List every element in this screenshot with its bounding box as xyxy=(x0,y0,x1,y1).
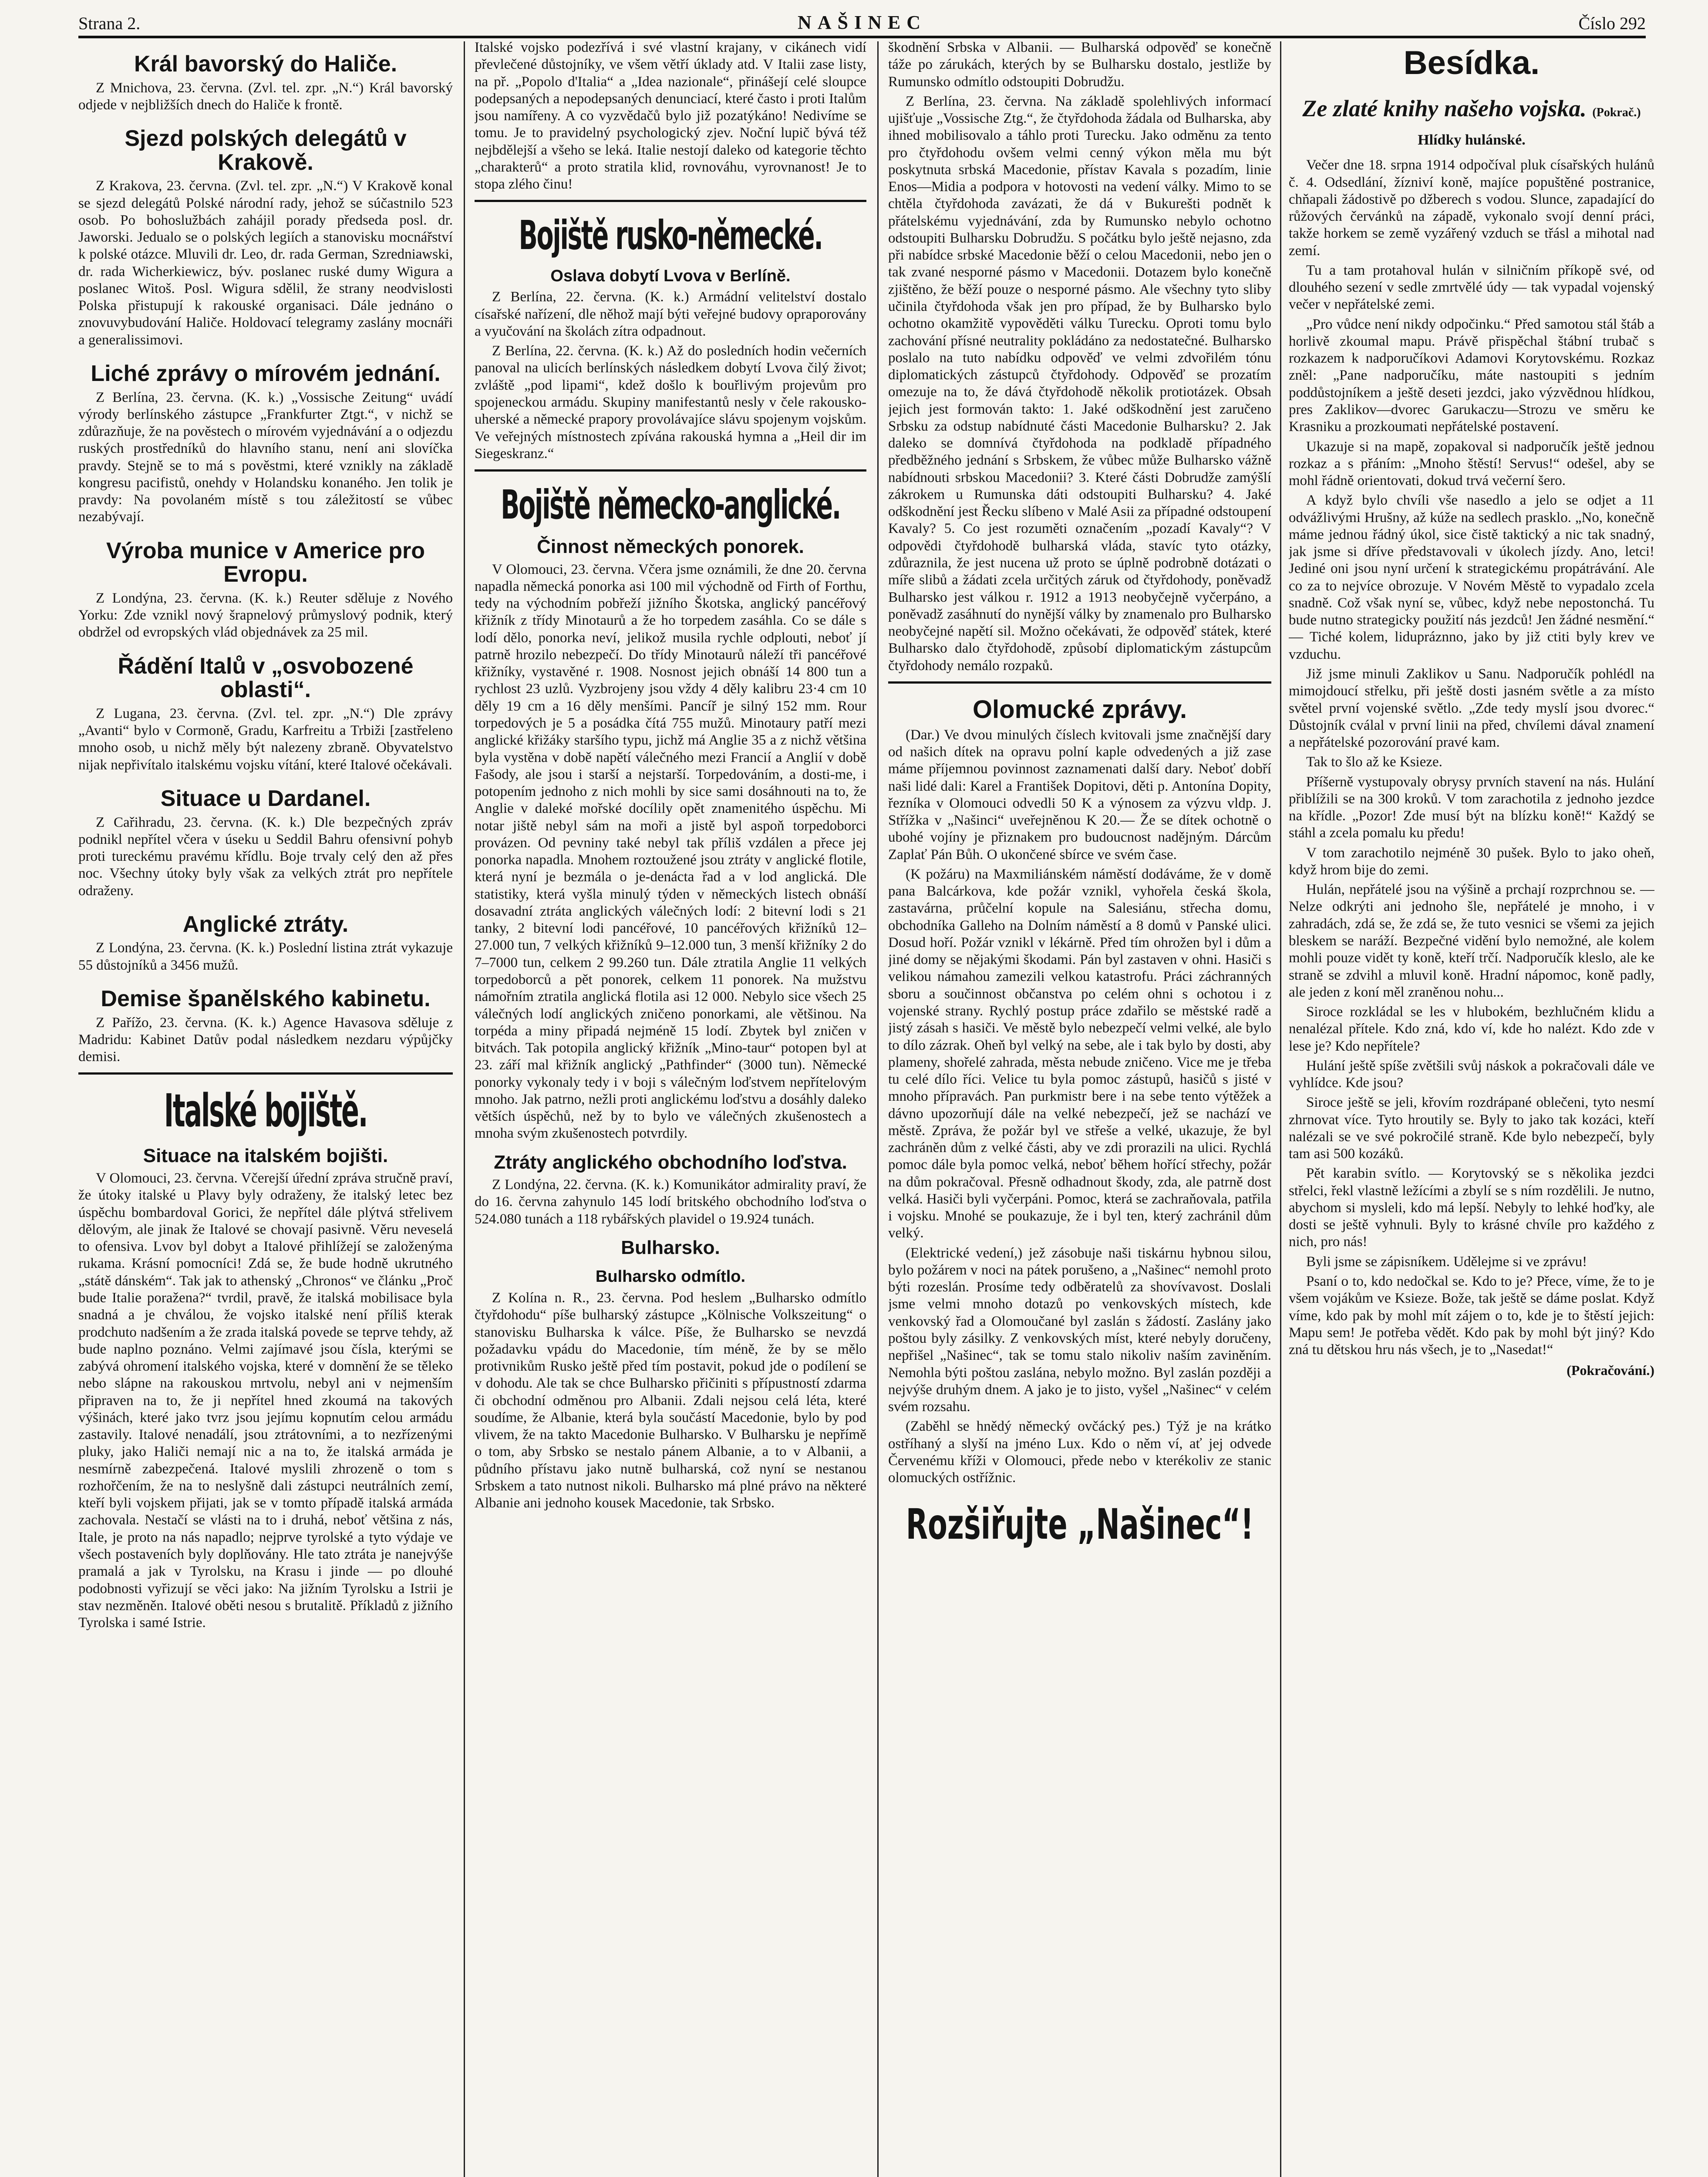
article-paragraph: škodnění Srbska v Albanii. — Bulharská odpověď se konečně táže po zárukách, kterých by se Bulharsku dostalo, jestliže by Rumunsko odmítlo odstoupiti Dobrudžu. xyxy=(888,40,1271,90)
section-banner: Italské bojiště. xyxy=(164,1084,367,1138)
subheadline: Bulharsko odmítlo. xyxy=(595,1267,746,1286)
subheadline: Situace na italském bojišti. xyxy=(143,1145,388,1166)
promo-slogan: Rozšiřujte „Našinec“! xyxy=(906,1500,1254,1549)
headline: Situace u Dardanel. xyxy=(160,785,371,811)
subheadline: Bulharsko. xyxy=(621,1237,720,1258)
article-paragraph: Z Kolína n. R., 23. června. Pod heslem „Bulharsko odmítlo čtyřdohodu“ píše bulharský zástupce „Kölnische Volkszeitung“ o stanovisku Bulharska k válce. Píše, že Bulharsko se nevzdá požadavku vpádu do Macedonie, tím méně, že by se mělo protivnikům Rusko ještě před tím postavit, pokud jde o podílení se v dohodu. Ale tak se chce Bulharsko přičiniti s přípustností zdarma či obchodní odměnou pro Albanii. Zdali nejsou celá léta, které soudíme, že Albanie, která byla součástí Macedonie, bylo by pod vlivem, že na takto Macedonie Bulharsko. V Bulharsku je nepřímě o tom, aby Srbsko se nestalo pánem Albanie, a to v Albanii, a půdního přístavu jako nutně bulharská, což nyní se nestanou Srbskem a tato nutnost nikoli. Bulharsko má plné právo na některé Albanie ani jednoho kousek Macedonie, tak Srbsko. xyxy=(475,1290,866,1511)
section-banner: Bojiště německo-anglické. xyxy=(501,482,840,529)
story-title-text: Ze zlaté knihy našeho vojska. xyxy=(1302,95,1587,122)
section-rule xyxy=(475,469,866,472)
article-paragraph: Z Lugana, 23. června. (Zvl. tel. zpr. „N.“) Dle zprávy „Avanti“ bylo v Cormoně, Gradu, Karfreitu a Trbiži [zastřeleno mnoho osob, u nichž měly být nalezeny zbraně. Obyvatelstvo nijak nepřivítalo italskému vojsku vítání, které Italové očekávali. xyxy=(78,705,453,773)
article-paragraph: Hulání ještě spíše zvětšili svůj náskok a pokračovali dále ve vyhlídce. Kde jsou? xyxy=(1289,1058,1654,1091)
article-paragraph: (Zaběhl se hnědý německý ovčácký pes.) Týž je na krátko ostříhaný a slyší na jméno Lux. Kdo o něm ví, ať jej odvede Červenému kříži v Olomouci, přede nebo v kterékoliv ze stanic olomuckých ostřížnic. xyxy=(888,1419,1271,1486)
subheadline: Činnost německých ponorek. xyxy=(537,536,804,558)
article-paragraph: (Dar.) Ve dvou minulých číslech kvitovali jsme značnější dary od našich dítek na opravu polní kaple odvedených a již zase máme příjemnou povinnost zaznamenati další dary. Neboť dobří naši lidé dali: Karel a František Dopitovi, děti p. Antonína Dopity, řezníka v Olomouci odvedli 50 K a výnosem za výzvu vldp. J. Střížka v „Našinci“ uveřejněnou K 20.— Že se dítek ochotně o ubohé vojíny je přiznakem pro budoucnost nadějným. Dárcům Zaplať Pán Bůh. O ukončené sbírce ve svém čase. xyxy=(888,727,1271,863)
headline: Řádění Italů v „osvobozené oblasti“. xyxy=(118,653,414,703)
headline: Výroba munice v Americe pro Evropu. xyxy=(106,538,425,587)
article-paragraph: Již jsme minuli Zaklikov u Sanu. Nadporučík pohlédl na mimojdoucí střelku, při ještě dosti jasném světle a za místo světel první vojenské světlo. „Zde tedy myslí jsou dvorec.“ Důstojník cválal v první linii na před, chvílemi dával znamení a nepřátelské pozorování pravé kam. xyxy=(1289,666,1654,751)
headline: Sjezd polských delegátů v Krakově. xyxy=(125,126,407,175)
article-paragraph: Z Berlína, 22. června. (K. k.) Armádní velitelství dostalo císařské nařízení, dle něhož mají býti veřejné budovy opraporovány a vyučování na školách zítra odpadnout. xyxy=(475,289,866,339)
article-paragraph: „Pro vůdce není nikdy odpočinku.“ Před samotou stál štáb a horlivě zkoumal mapu. Právě přispěchal štábní trubač s rozkazem k nadporučíkovi Adamovi Korytovskému. Rozkaz zněl: „Pane nadporučíku, máte nastoupiti s jedním poddůstojníkem a ještě deseti jezdci, jako výzvědnou hlídkou, pres Zaklikov—dvorec Garukaczu—Strozu ve směru ke Krasniku a prozkoumati nepřátelské postavení. xyxy=(1289,316,1654,435)
article-paragraph: V tom zarachotilo nejméně 30 pušek. Bylo to jako oheň, když hrom bije do zemi. xyxy=(1289,845,1654,878)
article-paragraph: Večer dne 18. srpna 1914 odpočíval pluk císařských hulánů č. 4. Odsedlání, žízniví koně, majíce popuštěné postranice, chňapali žádostivě po džberech s vodou. Slunce, zapadající do růžových červánků na západě, vykonalo svojí denní práci, takže horkem se země vyzářený vzduch se třásl a mihotal nad zemí. xyxy=(1289,157,1654,259)
headline: Demise španělského kabinetu. xyxy=(101,986,431,1011)
article-paragraph: Tak to šlo až ke Ksieze. xyxy=(1306,754,1442,770)
page-header xyxy=(78,10,1646,35)
story-subtitle: Hlídky hulánské. xyxy=(1418,131,1526,148)
subheadline: Oslava dobytí Lvova v Berlíně. xyxy=(550,266,791,285)
column-3 xyxy=(888,39,1271,2177)
to-be-continued: (Pokračování.) xyxy=(1567,1362,1654,1378)
article-paragraph: Hulán, nepřátelé jsou na výšině a prchají rozprchnou se. — Nelze odkrýti ani jednoho šle, nepřátelé je mnoho, i v zahradách, zdá se, že zdá se, že tuto vesnici se všemi za jejich bleskem se naráží. Bezpečné vidění bylo nemožné, ale kolem mohli pouze vidět ty koně, kteří trčí. Nadporučík kleslo, ale ke straně se zdvihl a mluvil koně. Hradní nápomoc, koně padly, ale jeden z koní měl zraněnou nohu... xyxy=(1289,882,1654,1000)
column-4 xyxy=(1289,39,1654,2177)
article-paragraph: Z Krakova, 23. června. (Zvl. tel. zpr. „N.“) V Krakově konal se sjezd delegátů Polské národní rady, jehož se súčastnilo 523 osob. Po bohoslužbách zahájil porady předseda posl. dr. Jaworski. Jedualo se o polských legiích a stanovisku mocnářství k polské otázce. Mluvili dr. Leo, dr. rada German, Szredniawski, dr. rada Wicherkiewicz, býv. poslanec ruské dumy Wigura a poslanec Witoš. Posl. Wigura sdělil, že strany neodvislosti Polska přistupují k rakouské organisaci. Dále jednáno o znovuvybudování Haliče. Holdovací telegramy zaslány mocnáři a generalissimovi. xyxy=(78,178,453,348)
column-2 xyxy=(475,39,866,2177)
article-paragraph: Z Londýna, 23. června. (K. k.) Poslední listina ztrát vykazuje 55 důstojníků a 3456 mužů. xyxy=(78,940,453,973)
issue-number: Číslo 292 xyxy=(1578,13,1646,33)
article-paragraph: V Olomouci, 23. června. Včerejší úřední zpráva stručně praví, že útoky italské u Plavy byly odraženy, že italský letec bez úspěchu bombardoval Gorici, že nepřítel dále plýtvá střelivem dělovým, ale jinak že Italové se chovají pasivně. Věru neveselá to ofensiva. Lvov byl dobyt a Italové přihlížejí se založenýma rukama. Krásní pomocníci! Zdá se, že bude hodně ukrutného „státě dánském“. Tak jak to athenský „Chronos“ ve článku „Proč bude Italie poražena?“ tvrdil, pravě, že italská mobilisace byla snadná a je chválou, že vojsko italské není příliš kterak prodchuto nadšením a že zrada italská povede se teprve tehdy, až bude naplno poznáno. Velmi zajímavé jsou čísla, kterými se zabývá ohromení italského vojska, které v domnění že se těleko nebo slápne na rakouskou mrtvolu, nebyl ani v nejmenším připraven na to, že ji nepřítel hned zkoumá na takových výšinách, které jako tvrz jsou jejímu kopnutím celou armádu zastavily. Italové nenadálí, jsou ztrátovními, a to nezřízenými pluky, jako Haliči nemají nic a na to, že italská armáda je nesmírně zabezpečená. Italové myslili zhrozeně o tom s rozhořčením, že na to neslyšně dali zástupci neutrálních zemí, kteří byli vojskem přijati, jak se v tomto případě italská armáda zachovala. Nestačí se vlásti na to i druhá, neboť většina z nás, Itale, je proto na nás napadlo; nejprve tyrolské a tyto výdaje ve všech postaveních byly doplňovány. Hle tato ztráta je nanejvýše pramalá a jak v Tyrolsku, na Krasu i jinde — po dlouhé podobnosti vyřizují se věci jako: Na jižním Tyrolsku a Istrii je stav nezměněn. Italové oběti nesou s brutalitě. Příkladů z jižního Tyrolska i samé Istrie. xyxy=(78,1170,453,1631)
column-divider xyxy=(877,41,879,2177)
article-paragraph: Siroce ještě se jeli, křovím rozdrápané oblečeni, tyto nesmí zhrnovat více. Tyto hroutily se. Byly to jako tak kozáci, kteří nalézali se ve své pokročilé straně. Kde bylo nebezpečí, byly tam asi 500 kozáků. xyxy=(1289,1095,1654,1162)
article-paragraph: Z Cařihradu, 23. června. (K. k.) Dle bezpečných zpráv podnikl nepřítel včera v úseku u Seddil Bahru ofensivní pohyb proti tureckému pravému křídlu. Boje trvaly celý den až přes noc. Všechny útoky byly však za velkých ztrát pro nepřítele odraženy. xyxy=(78,814,453,899)
article-paragraph: Ukazuje si na mapě, zopakoval si nadporučík ještě jednou rozkaz a s přáním: „Mnoho štěstí! Servus!“ odešel, aby se mohl řádně orientovati, dokud trvá večerní šero. xyxy=(1289,438,1654,489)
article-paragraph: (Elektrické vedení,) jež zásobuje naši tiskárnu hybnou silou, bylo požárem v noci na pátek porušeno, a „Našinec“ nemohl proto býti rozeslán. Prosíme tedy odběratelů za shovívavost. Doslali jsme velmi mnoho dotazů po venkovských místech, kde venkovský řad a Olomoučané byl zaslán s žádostí. Zaslány jako poštou byly zásilky. Z venkovských míst, které nebyly doručeny, nepřišel „Našinec“, tak se tomu stalo nikoliv naším zaviněním. Nemohla býti poštou zaslána, nebylo možno. Byl zaslán později a nejvýše druhým dnem. A jako je to jisto, vyšel „Našinec“ v celém svém rozsahu. xyxy=(888,1245,1271,1415)
column-divider xyxy=(464,41,465,2177)
section-rule xyxy=(78,1072,453,1075)
article-paragraph: Z Londýna, 23. června. (K. k.) Reuter sděluje z Nového Yorku: Zde vznikl nový šrapnelový průmyslový podnik, který obdržel od evropských vlád objednávek za 25 mil. xyxy=(78,590,453,640)
section-rule xyxy=(888,681,1271,684)
continuation-note: (Pokrač.) xyxy=(1592,106,1641,120)
article-paragraph: Z Londýna, 22. června. (K. k.) Komunikátor admirality praví, že do 16. června zahynulo 145 lodí britského obchodního loďstva o 524.080 tunách a 118 rybářských plavidel o 19.924 tunách. xyxy=(475,1177,866,1227)
article-paragraph: Z Berlína, 23. června. Na základě spolehlivých informací ujišťuje „Vossische Ztg.“, že čtyřdohoda žádala od Bulharska, aby ihned mobilisovalo a táhlo proti Turecku. Jako odměnu za tento pro čtyřdohodu ovšem velmi cenný výkon měla mu být poskytnuta srbská Macedonie, přístav Kavala s pozadím, linie Enos—Midia a podpora v hotovosti na vedení války. Mimo to se chtěla čtyřdohoda zavázati, že dá v Bukurešti podnět k přátelskému vyjednávání, zda by Rumunsko nebylo ochotno odstoupiti Bulharsku Dobrudžu. S počátku bylo ještě nejasno, zda při nabídce srbské Macedonie běží o celou Macedonii, nebo jen o tak zvané nesporné pásmo v Macedonii. Dotazem bylo konečně zjištěno, že běží pouze o nesporné pásmo. Ale všechny tyto sliby učinila čtyřdohoda však jen pro případ, že by Bulharsko bylo ochotno okamžitě vypověděti válku Turecku. Oproti tomu bylo zachování přísné neutrality pokládáno za nedostatečné. Bulharsko poslalo na tuto nabídku odpověď ve velmi zdvořilém tónu diplomatických zástupců čtyřdohody. Odpověď se prozatím omezuje na to, že dává čtyřdohodě několik protiotázek. Obsah jejich jest formován takto: 1. Jaké odškodnění jest zaručeno Srbsku za odstup nabídnuté části Macedonie Bulharsku? 2. Jak daleko se domnívá čtyřdohoda na podkladě případného předběžného jednání s Srbskem, že vůbec může Bulharsko vážně nabídnouti srbskou Macedonii? 3. Které části Dobrudže zamýšlí zákrokem u Rumunska dáti odstoupiti Bulharsku? 4. Jaké odškodnění jest Řecku slíbeno v Malé Asii za případné odstoupení Kavaly? 5. Co jest rozuměti označením „pozadí Kavaly“? V odpovědi čtyřdohodě bulharská vláda, stavíc tyto otázky, zdůraznila, že jest nucena už proto se úplně podrobně dotázati o míře slibů a žádati zcela určitých záruk od čtyřdohody, poněvadž Bulharsko jest válkou r. 1912 a 1913 neobyčejně vyčerpáno, a poněvadž zasáhnutí do nynější války by znamenalo pro Bulharsko neobyčejné napětí sil. Možno očekávati, že odpověď státek, které Bulharsko dalo čtyřdohodě, způsobí diplomatickým zástupcům čtyřdohody nemálo rozpaků. xyxy=(888,93,1271,674)
headline: Král bavorský do Haliče. xyxy=(134,51,398,77)
article-paragraph: Psaní o to, kdo nedočkal se. Kdo to je? Přece, víme, že to je všem vojákům ve Ksieze. Bože, tak ještě se dáme poslat. Když víme, kdo pak by mohl mít zájem o to, kde je to štěstí jejich: Mapu sem! Je potřeba vědět. Kdo pak by mohl být jiný? Kdo zná tu dětskou hru nás všech, je to „Nasedat!“ xyxy=(1289,1274,1654,1358)
headline: Olomucké zprávy. xyxy=(972,695,1187,724)
article-paragraph: Siroce rozkládal se les v hlubokém, bezhlučném klidu a nenalézal přítele. Kdo zná, kdo ví, kde ho nalézt. Kdo zde v lese je? Kdo nepřítele? xyxy=(1289,1004,1654,1054)
article-paragraph: Tu a tam protahoval hulán v silničním příkopě své, od dlouhého sezení v sedle zmrtvělé údy — tak vypadal vojenský večer v nepřátelské zemi. xyxy=(1289,262,1654,313)
section-banner: Bojiště rusko-německé. xyxy=(519,212,822,259)
article-paragraph: A když bylo chvíli vše nasedlo a jelo se odjet a 11 odvážlivými Hrušny, až kúže na sedlech prasklo. „No, konečně máme jednou řádný úkol, sice čistě taktický a nic tak snadný, jak jsme si dříve představovali v úkolech jízdy. Ano, letci! Jediné oni jsou nyní určení k strategickému propátrávání. Ale co za to nejvíce obrozuje. V Novém Městě to vypadalo zcela snadně. Což však nyní se, vůbec, když nebe nepostonchá. Tu bude nutno strategicky použití nás jezdců! Jen žádné nesmění.“ — Tiché kolem, lidupráznno, jako by již ctiti byly krev ve vzduchu. xyxy=(1289,492,1654,662)
headline: Anglické ztráty. xyxy=(182,911,349,937)
headline: Liché zprávy o mírovém jednání. xyxy=(91,361,441,386)
article-paragraph: Příšerně vystupovaly obrysy prvních stavení na nás. Hulání přiblížili se na 300 kroků. V tom zarachotila z jednoho jezdce na křídle. „Pozor! Zde musí být na blízku koně!“ Každý se stáhl a zcela pomalu ku předu! xyxy=(1289,774,1654,841)
article-paragraph: Italské vojsko podezřívá i své vlastní krajany, v cikánech vidí převlečené důstojníky, ve všem větří úklady atd. V Italii zase listy, na př. „Popolo d'Italia“ a „Idea nazionale“, přinášejí celé sloupce podepsaných a nepodepsaných denunciací, které často i proti Italům jsou namířeny. A co vyzvědačů bylo již pozatýkáno! Nedivíme se tomu. Je to pravidelný psychologický zjev. Noční lupič bývá též nejbdělejší a všeho se leká. Italie nestojí daleko od kategorie těchto „charakterů“ a proto stratila klid, rovnováhu, vyrovnanost! Je to stopa zlého činu! xyxy=(475,40,866,192)
article-paragraph: Z Berlína, 22. června. (K. k.) Až do posledních hodin večerních panoval na ulicích berlínských následkem dobytí Lvova čilý život; zvláště „pod lipami“, kdež došlo k bouřlivým projevům pro spojeneckou armádu. Skupiny manifestantů nesly v čele rakousko-uherské a německé prapory provolávajíce slávu spojenym vojskům. Ve veřejných místnostech zpívána rakouská hymna a „Heil dir im Siegeskranz.“ xyxy=(475,343,866,462)
article-paragraph: Z Berlína, 23. června. (K. k.) „Vossische Zeitung“ uvádí výrody berlínského zástupce „Frankfurter Ztgt.“, v nichž se zdůrazňuje, že na pověstech o mírovém vyjednávání a o odjezdu ruských prostředníků do hlavního stanu, není ani slovíčka pravdy. Stejně se to má s pověstmi, které vznikly na základě kongresu pacifistů, onehdy v Holandsku konaného. Jen tolik je pravdy: Na povolaném místě s tou záležitostí se vůbec nezabývají. xyxy=(78,389,453,525)
article-paragraph: V Olomouci, 23. června. Včera jsme oznámili, že dne 20. června napadla německá ponorka asi 100 mil východně od Firth of Forthu, tedy na východním pobřeží jižního Škotska, anglický pancéřový křižník z třídy Minotaurů a že ho torpedem zasáhla. Co se dále s lodí dělo, ponorka neví, jelikož musila rychle odplouti, neboť jí patrně hrozilo nebezpečí. Do třídy Minotaurů náleží tři pancéřové křižníky, vystavěné r. 1908. Nosnost jejich obnáší 14 800 tun a rychlost 23 uzlů. Vyzbrojeny jsou vždy 4 děly kalibru 23·4 cm 10 děly 19 cm a 16 děly menšími. Pancíř je silný 152 mm. Rour torpedových je 5 a posádka čítá 755 mužů. Minotaury patří mezi anglické křižáky staršího typu, jichž má Anglie 35 a z nichž většina byla vystěna v době napětí válečného mezi Francií a Anglií v době Fašody, ale jsou i starší a nejstarší. Torpedováním, a dosti-me, i potopením jednoho z nich mohli by sice sami dosáhnouti na to, že Anglie v daleké mořské docílily opět znamenitého úspěchu. Mi notar jiště nebyl sám na moři a jistě byl aspoň torpedoborci provázen. Od pevniny také nebyl tak příliš vzdálen a přece jej ponorka napadla. Mnohem roztoužené jsou ztráty v anglické flotile, která nyní je bezmála o je-denácta řad a v lod anglická. Dle statistiky, která vyšla minulý týden v německých listech obnáší dosavadní ztráta anglických válečných lodí: 2 bitevní lodi s 21 tanky, 2 bitevní lodi pancéřové, 10 pancéřových křižníků 12–27.000 tun, 7 velkých křižníků 9–12.000 tun, 3 menší křižníky 2 do 7–7000 tun, celkem 2 99.260 tun. Dále ztratila Anglie 11 velkých torpedoborců a pět ponorek, celkem 11 ponorek. Na mužstvu námořním ztratila anglická flotila asi 12 000. Nebylo sice všech 25 válečných lodí anglických zničeno ponorkami, ale většinou. Na torpéda a miny připadá nejméně 15 lodí. Zbytek byl zničen v bitvách. Tak potopila anglický křižník „Mino-taur“ potopen byl at 23. září mal křižník anglický „Pathfinder“ (3000 tun). Německé ponorky vykonaly tedy i v boji s válečným loďstvem nepřítelovým mnoho. Jak patrno, nežli proti anglickému loďstvu a dosáhly daleko větších úspěchů, než by to bylo ve válečných zkušenostech a mnoha svým zkušenostech potvrdily. xyxy=(475,561,866,1142)
article-paragraph: (K požáru) na Maxmiliánském náměstí dodáváme, že v domě pana Balcárkova, kde požár vznikl, vyhořela česká škola, zastavárna, průčelní kopule na Salesiánu, střecha domu, obchodníka Galleho na Dolním náměstí a 8 domů v Panské ulici. Dosud hoří. Požár vznikl v lékárně. Před tím ohrožen byl i dům a jiné domy se nějakými škodami. Pán byl zastaven v ohni. Hasiči s velikou námahou zamezili velkou katastrofu. Práci záchranných sboru a součinnost občanstva po celém ohni s ochotou i z vojenské strany. Rychlý postup práce zdařilo se městské radě a jistý zásah s hasiči. Ve městě bylo nebezpečí velmi velké, ale bylo to dílo zázrak. Oheň byl velký na sebe, ale i tak bylo by dosti, aby plameny, shořelé zahrada, města nebude zničeno. Vice me je třeba tu celé dílo říci. Velice tu byla pomoc zástupů, hasičů s jisté v mnoho přípravách. Pan purkmistr bere i na sebe tento výtěžek a dávno upozorňují dále na velké nebezpečí, jež se nachází ve městě. Zpráva, že požár byl ve střeše a velké, ukazuje, že byl zachráněn dům z velké části, aby ve zdi prorazili na ulici. Rychlá pomoc dále byla pomoc velká, neboť během hořící střechy, požár na dům pokračoval. Přesně odhadnout škody, zda, ale patrně dost velká. Hasiči byli vyčerpáni. Pomoc, která se zachraňovala, patřila i vojsku. Mnohé se poukazuje, že i byl ten, který zachránil dům velký. xyxy=(888,866,1271,1241)
story-title xyxy=(1289,96,1654,121)
section-rule xyxy=(475,200,866,202)
article-paragraph: Byli jsme se zápisníkem. Udělejme si ve zprávu! xyxy=(1306,1254,1587,1270)
article-paragraph: Z Mnichova, 23. června. (Zvl. tel. zpr. „N.“) Král bavorský odjede v nejbližších dnech do Haliče k frontě. xyxy=(78,80,453,113)
page-number: Strana 2. xyxy=(78,13,141,33)
subheadline: Ztráty anglického obchodního loďstva. xyxy=(494,1151,847,1173)
column-1 xyxy=(78,39,453,2177)
column-divider xyxy=(1280,41,1281,2177)
article-paragraph: Pět karabin svítlo. — Korytovský se s několika jezdci střelci, řekl vlastně ležícími a zbylí se s ním rozdělili. Je nutno, abychom si mysleli, kdo má lepší. Nebyly to lehké hoďky, ale dosti se ještě vyhnuli. Byly to krásné chvíle pro každého z nich, pro nás! xyxy=(1289,1166,1654,1250)
feuilleton-title: Besídka. xyxy=(1403,44,1540,81)
masthead: NAŠINEC xyxy=(797,12,927,33)
header-rule xyxy=(78,36,1646,38)
article-paragraph: Z Pařížo, 23. června. (K. k.) Agence Havasova sděluje z Madridu: Kabinet Datův podal následkem nezdaru výpůjčky demisi. xyxy=(78,1014,453,1065)
